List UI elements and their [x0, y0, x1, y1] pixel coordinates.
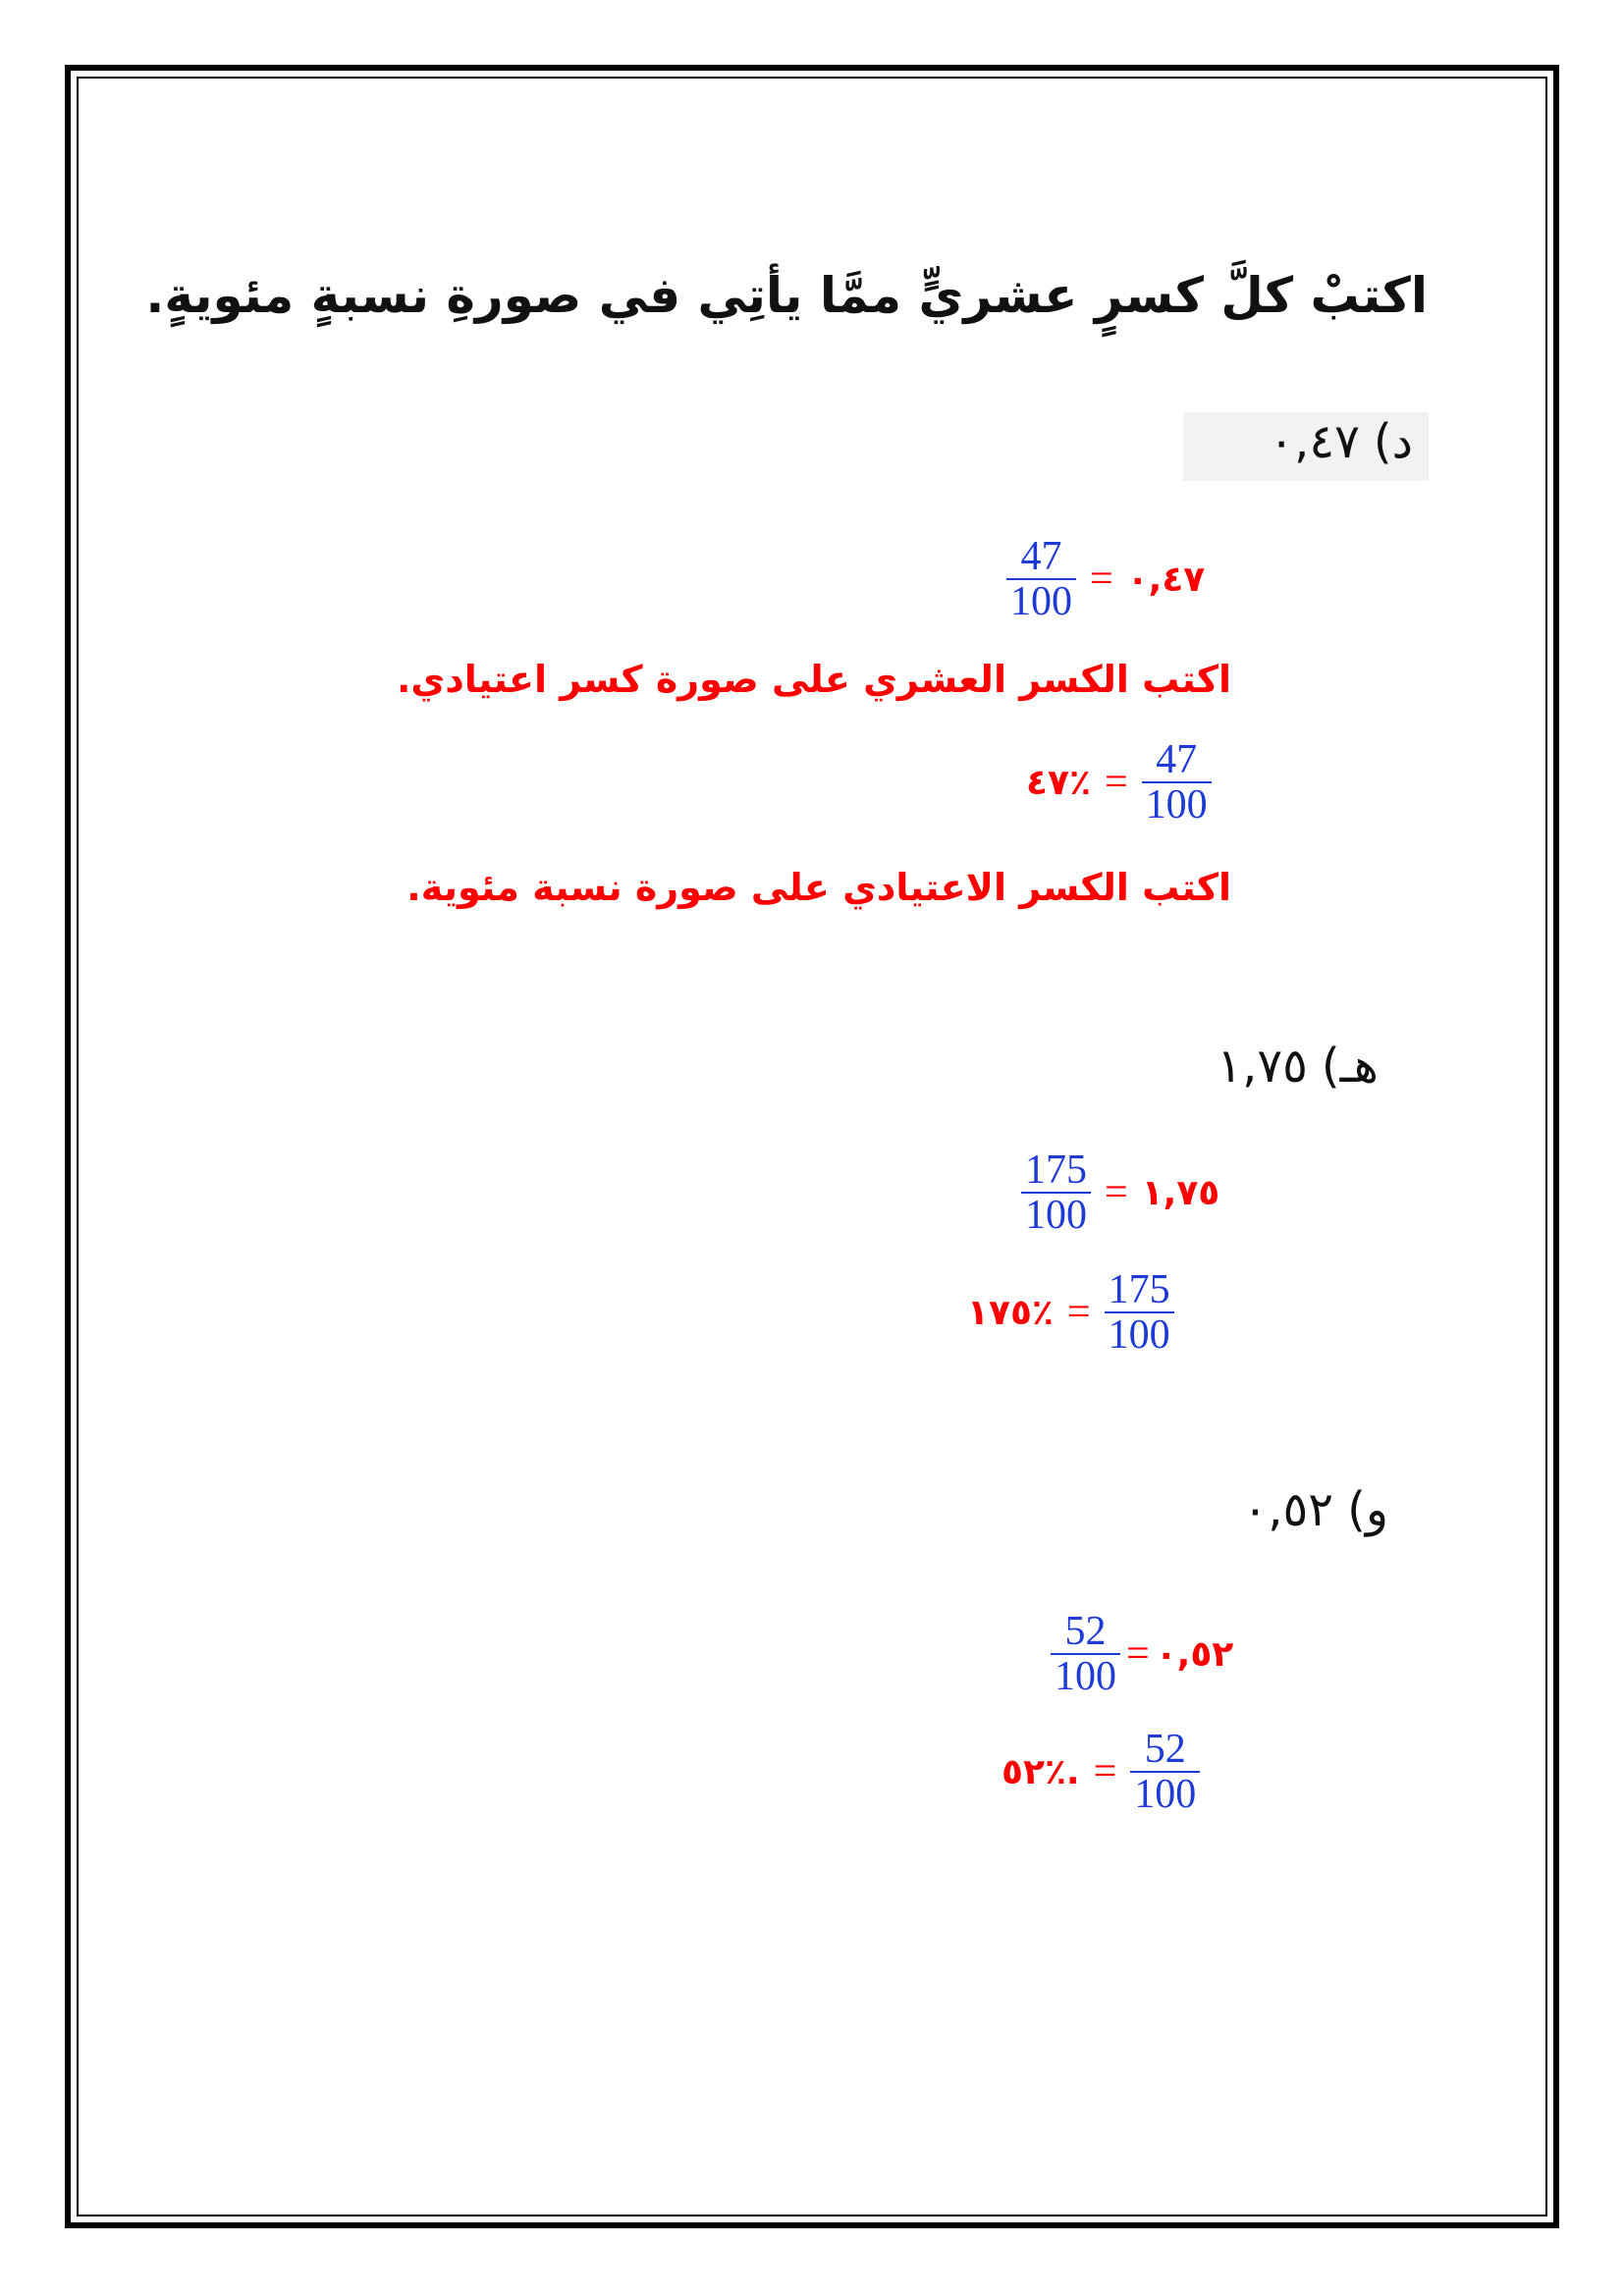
problem-h-step2	[967, 1268, 1174, 1357]
problem-d-heading	[1269, 414, 1413, 469]
fraction-numerator: 52	[1051, 1610, 1120, 1655]
problem-d-note1: اكتب الكسر العشري على صورة كسر اعتيادي.	[396, 658, 1231, 701]
equals-sign: =	[1093, 1749, 1117, 1795]
fraction-denominator: 100	[1055, 1654, 1116, 1700]
equals-sign: =	[1105, 1170, 1128, 1216]
decimal-value: ٠,٥٢	[1155, 1633, 1234, 1675]
problem-d-number: ٠,٤٧	[1269, 414, 1360, 469]
percent-value: ٤٧٪	[1026, 762, 1091, 803]
problem-w-step1	[1051, 1610, 1233, 1698]
problem-d-label: د)	[1373, 414, 1413, 469]
percent-value: ٥٢٪.	[1001, 1751, 1080, 1792]
problem-h-heading	[1217, 1039, 1379, 1094]
fraction-denominator: 100	[1010, 579, 1072, 625]
page-border-inner	[77, 77, 1547, 2216]
fraction-numerator: 47	[1006, 535, 1076, 580]
exercise-title: اكتبْ كلَّ كسرٍ عشريٍّ ممَّا يأتِي في صورةِ نسبةٍ مئويةٍ.	[145, 267, 1428, 324]
problem-d-step1-fraction	[1006, 535, 1076, 623]
fraction-numerator: 52	[1130, 1728, 1200, 1773]
fraction-numerator: 175	[1105, 1268, 1174, 1313]
problem-d-step1	[1006, 535, 1205, 623]
fraction-denominator: 100	[1108, 1312, 1170, 1359]
percent-value: ١٧٥٪	[967, 1292, 1054, 1333]
fraction-numerator: 175	[1021, 1148, 1091, 1194]
fraction-denominator: 100	[1145, 782, 1208, 828]
problem-h-step2-fraction	[1105, 1268, 1174, 1357]
problem-w-step2-fraction	[1130, 1728, 1200, 1816]
problem-w-step1-fraction	[1051, 1610, 1120, 1698]
problem-h-label: هـ)	[1321, 1039, 1379, 1094]
equals-sign: =	[1066, 1290, 1091, 1336]
problem-w-heading	[1242, 1482, 1388, 1537]
problem-d-step2	[1026, 738, 1212, 827]
problem-h-step1	[1021, 1148, 1219, 1237]
problem-d-step2-fraction	[1142, 738, 1212, 827]
equals-sign: =	[1090, 557, 1113, 603]
problem-w-step2	[1001, 1728, 1200, 1816]
problem-h-number: ١,٧٥	[1217, 1039, 1308, 1094]
equals-sign: =	[1126, 1631, 1150, 1678]
fraction-denominator: 100	[1134, 1772, 1197, 1818]
problem-w-number: ٠,٥٢	[1242, 1482, 1334, 1537]
equals-sign: =	[1104, 760, 1128, 806]
fraction-numerator: 47	[1142, 738, 1212, 783]
decimal-value: ٠,٤٧	[1126, 559, 1206, 600]
problem-d-note2: اكتب الكسر الاعتيادي على صورة نسبة مئوية.	[406, 866, 1231, 909]
decimal-value: ١,٧٥	[1141, 1172, 1220, 1213]
fraction-denominator: 100	[1025, 1193, 1087, 1239]
problem-h-step1-fraction	[1021, 1148, 1091, 1237]
problem-w-label: و)	[1347, 1482, 1388, 1537]
